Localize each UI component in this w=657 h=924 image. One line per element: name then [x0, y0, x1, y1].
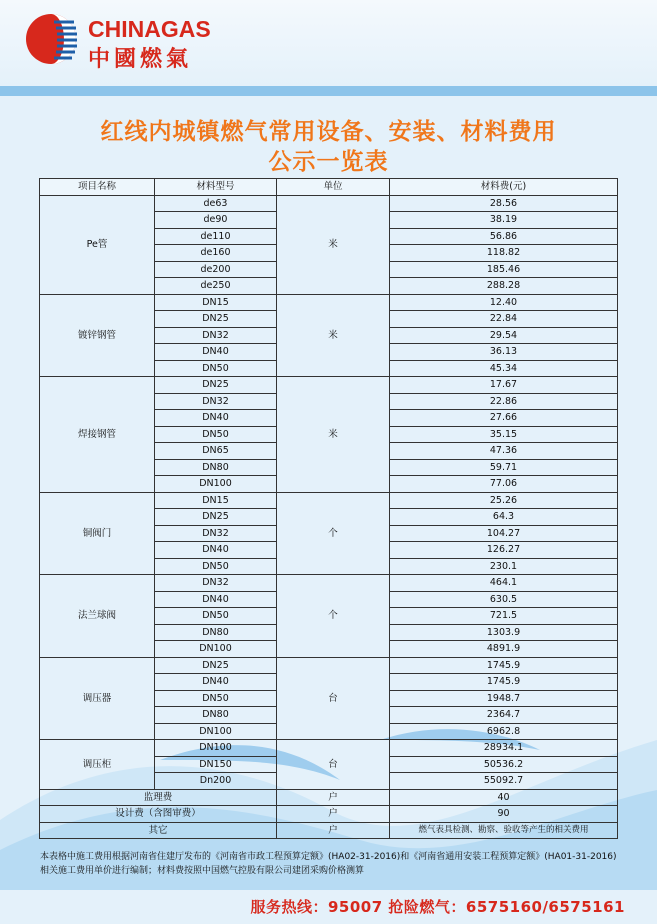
unit-cell: 台 — [277, 740, 390, 790]
fee-cell: 45.34 — [390, 360, 618, 377]
model-cell: DN80 — [155, 459, 277, 476]
item-name-cell: 其它 — [40, 822, 277, 839]
page-title-line2: 公示一览表 — [268, 149, 389, 175]
model-cell: DN40 — [155, 674, 277, 691]
fee-cell: 35.15 — [390, 426, 618, 443]
unit-cell: 米 — [277, 195, 390, 294]
fee-cell: 464.1 — [390, 575, 618, 592]
model-cell: DN100 — [155, 723, 277, 740]
item-name-cell: 调压柜 — [40, 740, 155, 790]
model-cell: de90 — [155, 212, 277, 229]
unit-cell: 户 — [277, 806, 390, 823]
model-cell: DN65 — [155, 443, 277, 460]
fee-cell: 17.67 — [390, 377, 618, 394]
unit-cell: 米 — [277, 294, 390, 377]
fee-cell: 1745.9 — [390, 674, 618, 691]
model-cell: de250 — [155, 278, 277, 295]
column-header: 材料费(元) — [390, 179, 618, 196]
unit-cell: 个 — [277, 492, 390, 575]
item-name-cell: 设计费（含图审费） — [40, 806, 277, 823]
fee-cell: 56.86 — [390, 228, 618, 245]
fee-cell: 118.82 — [390, 245, 618, 262]
model-cell: DN50 — [155, 558, 277, 575]
fee-cell: 77.06 — [390, 476, 618, 493]
model-cell: de63 — [155, 195, 277, 212]
logo-english-text: CHINAGAS — [88, 16, 211, 42]
fee-cell: 288.28 — [390, 278, 618, 295]
fee-cell: 47.36 — [390, 443, 618, 460]
fee-cell: 55092.7 — [390, 773, 618, 790]
model-cell: DN25 — [155, 377, 277, 394]
fee-cell: 50536.2 — [390, 756, 618, 773]
fee-cell: 630.5 — [390, 591, 618, 608]
model-cell: DN100 — [155, 476, 277, 493]
fee-table — [39, 178, 618, 839]
model-cell: Dn200 — [155, 773, 277, 790]
table-row — [40, 740, 618, 757]
footnote: 本表格中施工费用根据河南省住建厅发布的《河南省市政工程预算定额》(HA02-31-2016)和《河南省通用安装工程预算定额》(HA01-31-2016)相关施工费用单价进行编制；材料费按照中国燃气控股有限公司建团采购价格测算 — [40, 852, 617, 876]
fee-table-body — [40, 195, 618, 839]
item-name-cell: 镀锌钢管 — [40, 294, 155, 377]
table-row — [40, 377, 618, 394]
table-row — [40, 806, 618, 823]
model-cell: DN25 — [155, 311, 277, 328]
model-cell: DN40 — [155, 542, 277, 559]
item-name-cell: 调压器 — [40, 657, 155, 740]
fee-cell: 25.26 — [390, 492, 618, 509]
fee-cell: 6962.8 — [390, 723, 618, 740]
column-header: 单位 — [277, 179, 390, 196]
model-cell: DN80 — [155, 624, 277, 641]
chinagas-logo-icon — [24, 12, 78, 66]
table-row — [40, 657, 618, 674]
fee-cell: 22.84 — [390, 311, 618, 328]
header-band — [0, 86, 657, 96]
header — [0, 0, 657, 86]
table-row — [40, 822, 618, 839]
unit-cell: 户 — [277, 789, 390, 806]
model-cell: DN15 — [155, 294, 277, 311]
model-cell: DN32 — [155, 575, 277, 592]
table-row — [40, 575, 618, 592]
fee-cell: 22.86 — [390, 393, 618, 410]
model-cell: DN25 — [155, 509, 277, 526]
fee-cell: 28934.1 — [390, 740, 618, 757]
fee-cell: 38.19 — [390, 212, 618, 229]
model-cell: de200 — [155, 261, 277, 278]
fee-cell: 1948.7 — [390, 690, 618, 707]
fee-cell: 4891.9 — [390, 641, 618, 658]
model-cell: DN32 — [155, 327, 277, 344]
fee-cell: 12.40 — [390, 294, 618, 311]
model-cell: DN50 — [155, 690, 277, 707]
table-row — [40, 492, 618, 509]
fee-cell: 126.27 — [390, 542, 618, 559]
model-cell: DN50 — [155, 360, 277, 377]
fee-cell: 64.3 — [390, 509, 618, 526]
model-cell: DN100 — [155, 740, 277, 757]
fee-cell: 90 — [390, 806, 618, 823]
unit-cell: 台 — [277, 657, 390, 740]
model-cell: DN50 — [155, 426, 277, 443]
item-name-cell: 焊接钢管 — [40, 377, 155, 493]
item-name-cell: Pe管 — [40, 195, 155, 294]
unit-cell: 户 — [277, 822, 390, 839]
fee-cell: 40 — [390, 789, 618, 806]
model-cell: DN40 — [155, 410, 277, 427]
fee-cell: 104.27 — [390, 525, 618, 542]
model-cell: DN50 — [155, 608, 277, 625]
model-cell: DN150 — [155, 756, 277, 773]
model-cell: DN15 — [155, 492, 277, 509]
service-hotline: 服务热线：95007 抢险燃气：6575160/6575161 — [250, 898, 625, 916]
unit-cell: 米 — [277, 377, 390, 493]
fee-cell: 27.66 — [390, 410, 618, 427]
fee-cell: 29.54 — [390, 327, 618, 344]
fee-cell: 59.71 — [390, 459, 618, 476]
model-cell: DN32 — [155, 525, 277, 542]
fee-cell: 1303.9 — [390, 624, 618, 641]
model-cell: DN25 — [155, 657, 277, 674]
fee-cell: 230.1 — [390, 558, 618, 575]
logo-chinese-text: 中國燃氣 — [88, 47, 193, 72]
column-header: 项目名称 — [40, 179, 155, 196]
fee-cell: 燃气表具检测、勘察、验收等产生的相关费用 — [390, 822, 618, 839]
fee-cell: 36.13 — [390, 344, 618, 361]
table-row — [40, 195, 618, 212]
model-cell: DN80 — [155, 707, 277, 724]
unit-cell: 个 — [277, 575, 390, 658]
item-name-cell: 铜阀门 — [40, 492, 155, 575]
model-cell: DN100 — [155, 641, 277, 658]
model-cell: DN40 — [155, 344, 277, 361]
fee-cell: 721.5 — [390, 608, 618, 625]
table-row — [40, 294, 618, 311]
fee-cell: 1745.9 — [390, 657, 618, 674]
fee-cell: 28.56 — [390, 195, 618, 212]
fee-cell: 185.46 — [390, 261, 618, 278]
table-header-row — [40, 179, 618, 196]
item-name-cell: 法兰球阀 — [40, 575, 155, 658]
table-row — [40, 789, 618, 806]
model-cell: DN40 — [155, 591, 277, 608]
model-cell: de160 — [155, 245, 277, 262]
model-cell: de110 — [155, 228, 277, 245]
fee-cell: 2364.7 — [390, 707, 618, 724]
page-title-line1: 红线内城镇燃气常用设备、安装、材料费用 — [100, 119, 557, 145]
column-header: 材料型号 — [155, 179, 277, 196]
model-cell: DN32 — [155, 393, 277, 410]
item-name-cell: 监理费 — [40, 789, 277, 806]
